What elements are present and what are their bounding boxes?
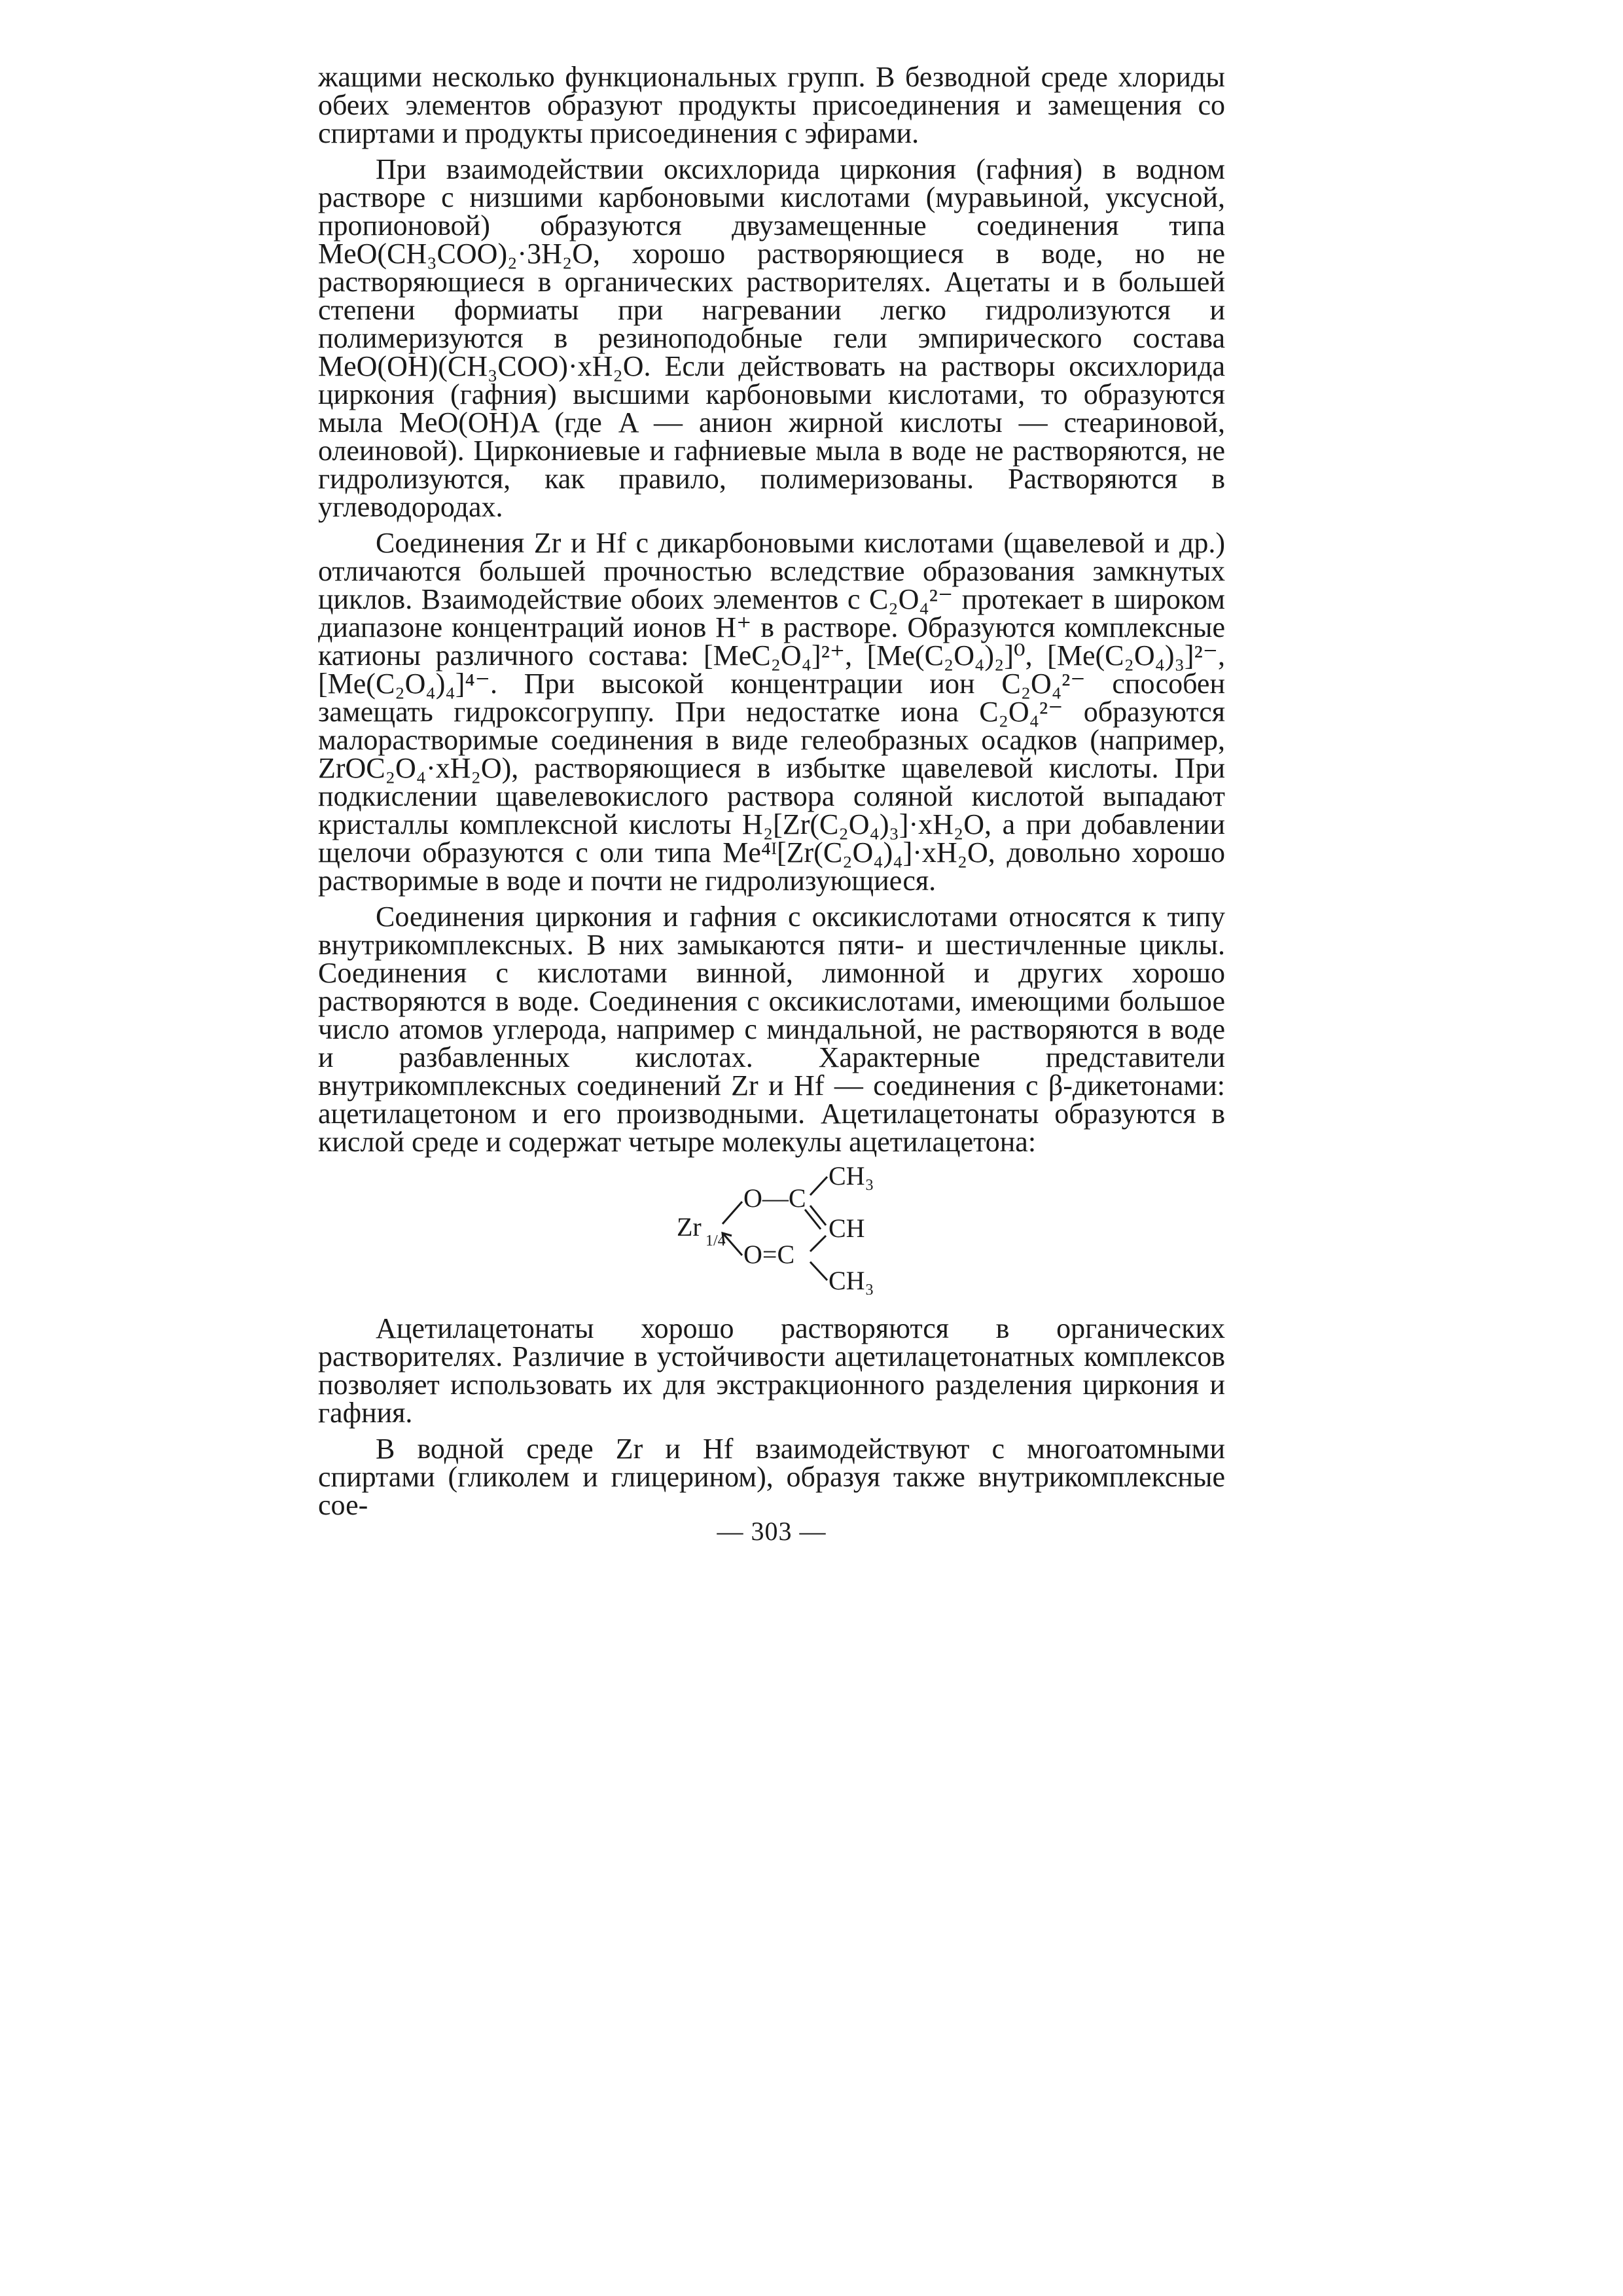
bond-o-zr-bottom — [724, 1234, 742, 1255]
bond-ch-c-bottom — [810, 1236, 826, 1251]
bond-zr-o-top — [722, 1202, 742, 1224]
bond-c-ch-double-a — [810, 1206, 826, 1225]
paragraph-6: В водной среде Zr и Hf взаимодействуют с многоатомными спиртами (гликолем и глицерином), образуя также внутрикомплексные сое- — [318, 1433, 1225, 1521]
methyl-top: CH₃ — [829, 1164, 874, 1191]
page-number: — 303 — — [717, 1516, 827, 1546]
page-body — [318, 63, 1225, 1527]
bond-c-ch-double-b — [805, 1210, 821, 1229]
acetylacetonate-structure-formula — [318, 1164, 1225, 1295]
bond-c-ch3-bottom — [810, 1262, 827, 1280]
paragraph-1: жащими несколько функциональных групп. В безводной среде хлориды обеих элементов образуют продукты присоединения и замещения со спиртами и продукты присоединения с эфирами. — [318, 61, 1225, 149]
paragraph-4: Соединения циркония и гафния с оксикислотами относятся к типу внутрикомплексных. В них замыкаются пяти- и шестичленные циклы. Соединения с кислотами винной, лимонной и других хорошо растворяются в воде. Соединения с оксикислотами, имеющими большое число атомов углерода, например с миндальной, не растворяются в воде и разбавленных кислотах. Характерные представители внутрикомплексных соединений Zr и Hf — соединения с β-дикетонами: ацетилацетоном и его производными. Ацетилацетонаты образуются в кислой среде и содержат четыре молекулы ацетилацетона: — [318, 901, 1225, 1158]
paragraph-3: Соединения Zr и Hf с дикарбоновыми кислотами (щавелевой и др.) отличаются большей прочностью вследствие образования замкнутых циклов. Взаимодействие обоих элементов с C₂O₄²⁻ протекает в широком диапазоне концентраций ионов H⁺ в растворе. Образуются комплексные катионы различного состава: [MeC₂O₄]²⁺, [Me(C₂O₄)₂]⁰, [Me(C₂O₄)₃]²⁻, [Me(C₂O₄)₄]⁴⁻. При высокой концентрации ион C₂O₄²⁻ способен замещать гидроксогруппу. При недостатке иона C₂O₄²⁻ образуются малорастворимые соединения в виде гелеобразных осадков (например, ZrOC₂O₄·xH₂O), растворяющиеся в избытке щавелевой кислоты. При подкислении щавелевокислого раствора соляной кислотой выпадают кристаллы комплексной кислоты H₂[Zr(C₂O₄)₃]·xH₂O, а при добавлении щелочи образуются с оли типа Me⁴ᴵ[Zr(C₂O₄)₄]·xH₂O, довольно хорошо растворимые в воде и почти не гидролизующиеся. — [318, 527, 1225, 897]
metal-fraction: 1/4 — [705, 1232, 726, 1249]
metal-symbol: Zr — [677, 1212, 702, 1242]
paragraph-5: Ацетилацетонаты хорошо растворяются в органических растворителях. Различие в устойчивости ацетилацетонатных комплексов позволяет использовать их для экстракционного разделения циркония и гафния. — [318, 1312, 1225, 1429]
bond-c-ch3-top — [810, 1177, 827, 1195]
paragraph-2: При взаимодействии оксихлорида циркония (гафния) в водном растворе с низшими карбоновыми кислотами (муравьиной, уксусной, пропионовой) образуются двузамещенные соединения типа MeO(CH₃COO)₂·3H₂O, хорошо растворяющиеся в воде, но не растворяющиеся в органических растворителях. Ацетаты и в большей степени формиаты при нагревании легко гидролизуются и полимеризуются в резиноподобные гели эмпирического состава MeO(OH)(CH₃COO)·xH₂O. Если действовать на растворы оксихлорида циркония (гафния) высшими карбоновыми кислотами, то образуются мыла MeO(OH)A (где A — анион жирной кислоты — стеариновой, олеиновой). Циркониевые и гафниевые мыла в воде не растворяются, не гидролизуются, как правило, полимеризованы. Растворяются в углеводородах. — [318, 153, 1225, 523]
oxygen-carbon-top: O—C — [743, 1183, 806, 1213]
methine-middle: CH — [829, 1213, 865, 1243]
oxygen-carbon-bottom: O=C — [743, 1240, 795, 1269]
methyl-bottom: CH₃ — [829, 1266, 874, 1295]
structure-diagram — [318, 1164, 1225, 1295]
